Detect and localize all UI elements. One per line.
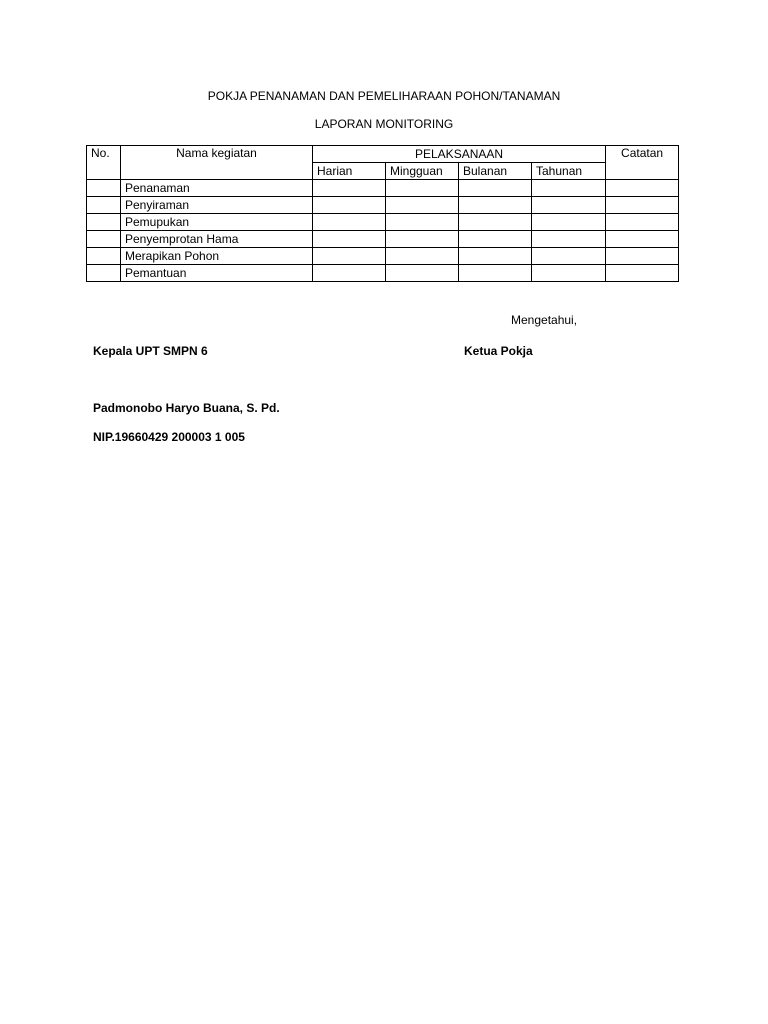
- cell-no: [87, 265, 121, 282]
- document-subtitle: LAPORAN MONITORING: [314, 117, 454, 131]
- cell-daily: [313, 231, 386, 248]
- document-title: POKJA PENANAMAN DAN PEMELIHARAAN POHON/TANAMAN: [207, 89, 561, 103]
- cell-no: [87, 248, 121, 265]
- cell-monthly: [459, 265, 532, 282]
- table-row: [87, 197, 679, 214]
- header-no: No.: [87, 146, 121, 180]
- cell-monthly: [459, 197, 532, 214]
- cell-notes: [606, 180, 679, 197]
- table-row: [87, 231, 679, 248]
- cell-yearly: [532, 248, 606, 265]
- cell-notes: [606, 197, 679, 214]
- cell-daily: [313, 214, 386, 231]
- left-signatory-title: Kepala UPT SMPN 6: [93, 344, 208, 358]
- cell-activity: Merapikan Pohon: [121, 248, 313, 265]
- acknowledged-label: Mengetahui,: [511, 313, 578, 327]
- cell-daily: [313, 197, 386, 214]
- cell-notes: [606, 231, 679, 248]
- table-row: [87, 180, 679, 197]
- cell-weekly: [386, 248, 459, 265]
- cell-monthly: [459, 180, 532, 197]
- cell-activity: Penyemprotan Hama: [121, 231, 313, 248]
- cell-activity: Pemupukan: [121, 214, 313, 231]
- cell-activity: Penanaman: [121, 180, 313, 197]
- cell-monthly: [459, 214, 532, 231]
- cell-notes: [606, 214, 679, 231]
- cell-activity: Pemantuan: [121, 265, 313, 282]
- table-row: [87, 265, 679, 282]
- cell-no: [87, 180, 121, 197]
- cell-weekly: [386, 231, 459, 248]
- monitoring-table: [86, 145, 679, 282]
- cell-yearly: [532, 180, 606, 197]
- header-implementation: PELAKSANAAN: [313, 146, 606, 163]
- left-signatory-nip: NIP.19660429 200003 1 005: [93, 430, 245, 444]
- cell-no: [87, 214, 121, 231]
- subheader-monthly: Bulanan: [459, 163, 532, 180]
- cell-no: [87, 231, 121, 248]
- cell-daily: [313, 248, 386, 265]
- cell-no: [87, 197, 121, 214]
- cell-weekly: [386, 214, 459, 231]
- subheader-yearly: Tahunan: [532, 163, 606, 180]
- cell-notes: [606, 248, 679, 265]
- table-header-row: [87, 146, 679, 163]
- cell-yearly: [532, 265, 606, 282]
- cell-daily: [313, 180, 386, 197]
- right-signatory-title: Ketua Pokja: [464, 344, 533, 358]
- cell-notes: [606, 265, 679, 282]
- cell-daily: [313, 265, 386, 282]
- cell-yearly: [532, 197, 606, 214]
- table-row: [87, 248, 679, 265]
- subheader-weekly: Mingguan: [386, 163, 459, 180]
- cell-activity: Penyiraman: [121, 197, 313, 214]
- cell-monthly: [459, 231, 532, 248]
- cell-weekly: [386, 180, 459, 197]
- header-notes: Catatan: [606, 146, 679, 180]
- cell-yearly: [532, 214, 606, 231]
- header-activity: Nama kegiatan: [121, 146, 313, 180]
- subheader-daily: Harian: [313, 163, 386, 180]
- cell-weekly: [386, 197, 459, 214]
- cell-monthly: [459, 248, 532, 265]
- left-signatory-name: Padmonobo Haryo Buana, S. Pd.: [93, 401, 280, 415]
- table-row: [87, 214, 679, 231]
- cell-weekly: [386, 265, 459, 282]
- cell-yearly: [532, 231, 606, 248]
